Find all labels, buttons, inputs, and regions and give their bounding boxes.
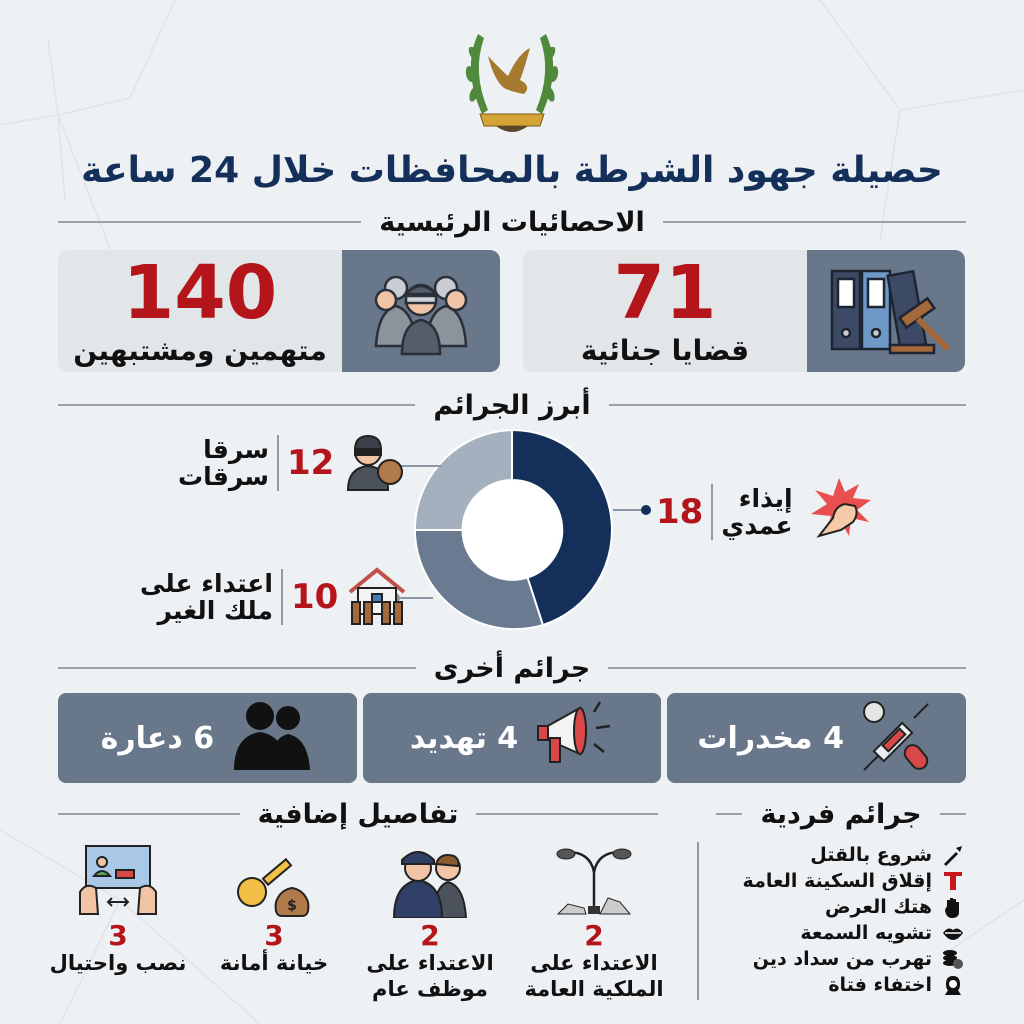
broken-streetlight-icon <box>514 842 674 922</box>
police-emblem-logo <box>460 14 564 136</box>
section-individual-crimes-header <box>716 794 966 834</box>
divider <box>58 813 240 815</box>
list-item: تهرب من سداد دين <box>714 946 964 972</box>
section-main-stats-header <box>58 202 966 242</box>
list-item: تشويه السمعة <box>714 920 964 946</box>
list-item: إقلاق السكينة العامة <box>714 868 964 894</box>
detail-label: نصب واحتيال <box>49 951 187 975</box>
top-crimes-donut-chart <box>411 429 613 631</box>
couple-silhouette-icon <box>230 698 314 778</box>
column-divider <box>697 842 699 1000</box>
section-title: تفاصيل إضافية <box>257 798 459 830</box>
section-title: الاحصائيات الرئيسية <box>379 206 645 238</box>
detail-item-public-property: 2 الاعتداء على الملكية العامة <box>514 842 674 1003</box>
fist-punch-icon <box>805 476 873 548</box>
detail-item-fraud <box>38 842 198 976</box>
stat-card-suspects <box>58 250 500 372</box>
separator <box>277 435 279 491</box>
divider <box>940 813 966 815</box>
other-crime-card-drugs <box>667 693 966 783</box>
stat-label: قضايا جنائية <box>580 333 750 367</box>
individual-crimes-list <box>714 842 964 998</box>
crime-item-intentional-harm <box>656 476 873 548</box>
section-title: جرائم فردية <box>760 798 922 830</box>
detail-value: 3 <box>108 919 128 952</box>
section-top-crimes-header <box>58 385 966 425</box>
crime-value: 18 <box>656 492 704 532</box>
detail-value: 2 <box>420 919 440 952</box>
leader-dot <box>641 505 651 515</box>
divider <box>58 404 415 406</box>
separator <box>281 569 283 625</box>
crime-item-property-trespass <box>140 564 408 630</box>
police-assault-icon <box>350 842 510 922</box>
divider <box>608 667 966 669</box>
divider <box>58 667 416 669</box>
other-crime-label: 4 مخدرات <box>697 720 844 756</box>
section-additional-details-header <box>58 794 658 834</box>
separator <box>711 484 713 540</box>
woman-icon <box>942 974 964 996</box>
detail-item-public-employee: 2 الاعتداء على موظف عام <box>350 842 510 1003</box>
page-title: حصيلة جهود الشرطة بالمحافظات خلال 24 ساعة <box>81 150 943 191</box>
horn-icon <box>942 870 964 892</box>
other-crime-card-prostitution <box>58 693 357 783</box>
other-crime-label: 4 تهديد <box>409 720 519 756</box>
divider <box>609 404 966 406</box>
other-crime-label: 6 دعارة <box>100 720 215 756</box>
divider <box>663 221 966 223</box>
lips-icon <box>942 922 964 944</box>
list-item: هتك العرض <box>714 894 964 920</box>
stat-value: 140 <box>122 250 278 336</box>
thief-icon <box>342 430 404 496</box>
detail-value: 2 <box>584 919 604 952</box>
section-other-crimes-header <box>58 648 966 688</box>
section-title: أبرز الجرائم <box>433 389 591 421</box>
fraud-card-icon <box>38 842 198 922</box>
key-moneybag-icon <box>194 842 354 922</box>
crime-label: سرقا سرقات <box>178 434 270 491</box>
stat-label: متهمين ومشتبهين <box>73 333 327 367</box>
divider <box>58 221 361 223</box>
divider <box>476 813 658 815</box>
dagger-icon <box>942 844 964 866</box>
binders-gavel-icon <box>807 250 965 372</box>
house-fence-icon <box>346 564 408 630</box>
syringe-pills-icon <box>860 696 936 780</box>
detail-item-breach-of-trust <box>194 842 354 976</box>
list-item: اختفاء فتاة <box>714 972 964 998</box>
list-item: شروع بالقتل <box>714 842 964 868</box>
divider <box>716 813 742 815</box>
other-crime-card-threat <box>363 693 662 783</box>
other-crimes-row <box>58 693 966 783</box>
stat-card-criminal-cases <box>523 250 965 372</box>
stat-value: 71 <box>613 250 717 336</box>
coins-icon <box>942 948 964 970</box>
crime-item-thefts <box>178 430 404 496</box>
crime-label: اعتداء على ملك الغير <box>140 568 273 625</box>
crime-value: 10 <box>290 577 339 617</box>
crime-value: 12 <box>287 443 335 483</box>
suspects-group-icon <box>342 250 500 372</box>
detail-label: خيانة أمانة <box>219 951 329 975</box>
svg-text:$: $ <box>287 898 297 914</box>
hand-icon <box>942 896 964 918</box>
crime-label: إيذاء عمدي <box>721 483 793 540</box>
megaphone-icon <box>534 698 614 778</box>
detail-value: 3 <box>264 919 284 952</box>
section-title: جرائم أخرى <box>433 652 591 684</box>
